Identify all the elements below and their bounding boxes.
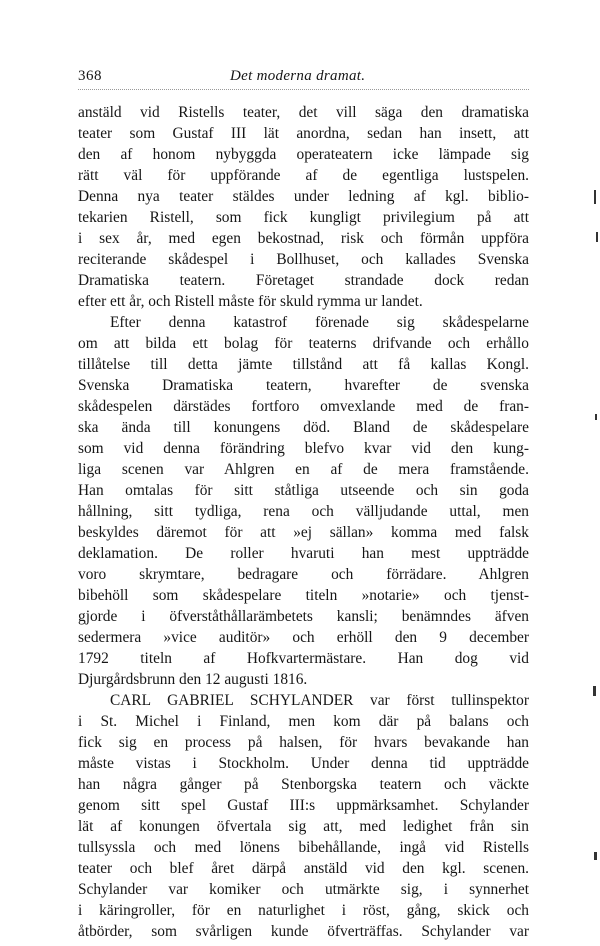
text-line: liga scenen var Ahlgren en af de mera framstående. — [78, 461, 529, 478]
text-line: efter ett år, och Ristell måste för skuld rymma ur landet. — [78, 293, 423, 310]
text-line: i käringroller, för en naturlighet i röst, gång, skick och — [78, 902, 529, 919]
text-line: måste vistas i Stockholm. Under denna tid uppträdde — [78, 755, 529, 772]
text-line: teater och blef året därpå anstäld vid den kgl. scenen. — [78, 860, 529, 877]
edge-mark — [596, 232, 598, 242]
text-line: hållning, sitt tydliga, rena och välljudande uttal, men — [78, 503, 529, 520]
text-line: tekarien Ristell, som fick kungligt privilegium på att — [78, 209, 529, 226]
header-rule — [78, 89, 529, 90]
text-line: Efter denna katastrof förenade sig skådespelarne — [110, 314, 529, 331]
text-line: teater som Gustaf III lät anordna, sedan han insett, att — [78, 125, 529, 142]
text-line: 1792 titeln af Hofkvartermästare. Han dog vid — [78, 650, 529, 667]
edge-mark — [595, 414, 597, 420]
text-line: Djurgårdsbrunn den 12 augusti 1816. — [78, 671, 308, 688]
edge-mark — [593, 686, 596, 696]
running-title: Det moderna dramat. — [230, 68, 366, 84]
text-line: tillåtelse till detta jämte tillstånd att få kallas Kongl. — [78, 356, 529, 373]
text-line: tullsyssla och med lönens bibehållande, ingå vid Ristells — [78, 839, 529, 856]
text-line: den af honom nybyggda operateatern icke lämpade sig — [78, 146, 529, 163]
text-line: som vid denna förändring blefvo kvar vid den kung- — [78, 440, 529, 457]
text-line: i sex år, med egen bekostnad, risk och förmån uppföra — [78, 230, 529, 247]
edge-mark — [594, 190, 596, 204]
text-line: genom sitt spel Gustaf III:s uppmärksamhet. Schylander — [78, 797, 529, 814]
text-line: Svenska Dramatiska teatern, hvarefter de svenska — [78, 377, 529, 394]
text-line: reciterande skådespel i Bollhuset, och kallades Svenska — [78, 251, 529, 268]
text-line: sedermera »vice auditör» och erhöll den 9 december — [78, 629, 529, 646]
text-line: fick sig en process på halsen, för hvars bevakande han — [78, 734, 529, 751]
text-line: anstäld vid Ristells teater, det vill säga den dramatiska — [78, 104, 529, 121]
text-line: rätt väl för uppförande af de egentliga lustspelen. — [78, 167, 529, 184]
text-line: Dramatiska teatern. Företaget strandade dock redan — [78, 272, 529, 289]
text-line: om att bilda ett bolag för teaterns drifvande och erhållo — [78, 335, 529, 352]
text-line: Han omtalas för sitt ståtliga utseende och sin goda — [78, 482, 529, 499]
text-line: åtbörder, som svårligen kunde öfverträffas. Schylander var — [78, 923, 529, 940]
text-line: Schylander var komiker och utmärkte sig, i synnerhet — [78, 881, 529, 898]
text-line: voro skrymtare, bedragare och förrädare. Ahlgren — [78, 566, 529, 583]
text-line: Denna nya teater stäldes under ledning af kgl. biblio- — [78, 188, 529, 205]
page-number: 368 — [78, 68, 102, 84]
text-line: gjorde i öfverståthållarämbetets kansli; benämndes äfven — [78, 608, 529, 625]
text-line: i St. Michel i Finland, men kom där på balans och — [78, 713, 529, 730]
text-line: lät af konungen öfvertala sig att, med ledighet från sin — [78, 818, 529, 835]
edge-mark — [594, 852, 597, 860]
text-line: skådespelen därstädes fortforo omvexlande med de fran- — [78, 398, 529, 415]
text-line: CARL GABRIEL SCHYLANDER var först tullinspektor — [110, 692, 529, 709]
text-line: bibehöll som skådespelare titeln »notarie» och tjenst- — [78, 587, 529, 604]
text-line: deklamation. De roller hvaruti han mest uppträdde — [78, 545, 529, 562]
body-text — [78, 102, 529, 942]
page-header — [78, 68, 529, 90]
text-line: han några gånger på Stenborgska teatern och väckte — [78, 776, 529, 793]
text-line: beskyldes däremot för att »ej sällan» komma med falsk — [78, 524, 529, 541]
text-line: ska ända till konungens död. Bland de skådespelare — [78, 419, 529, 436]
